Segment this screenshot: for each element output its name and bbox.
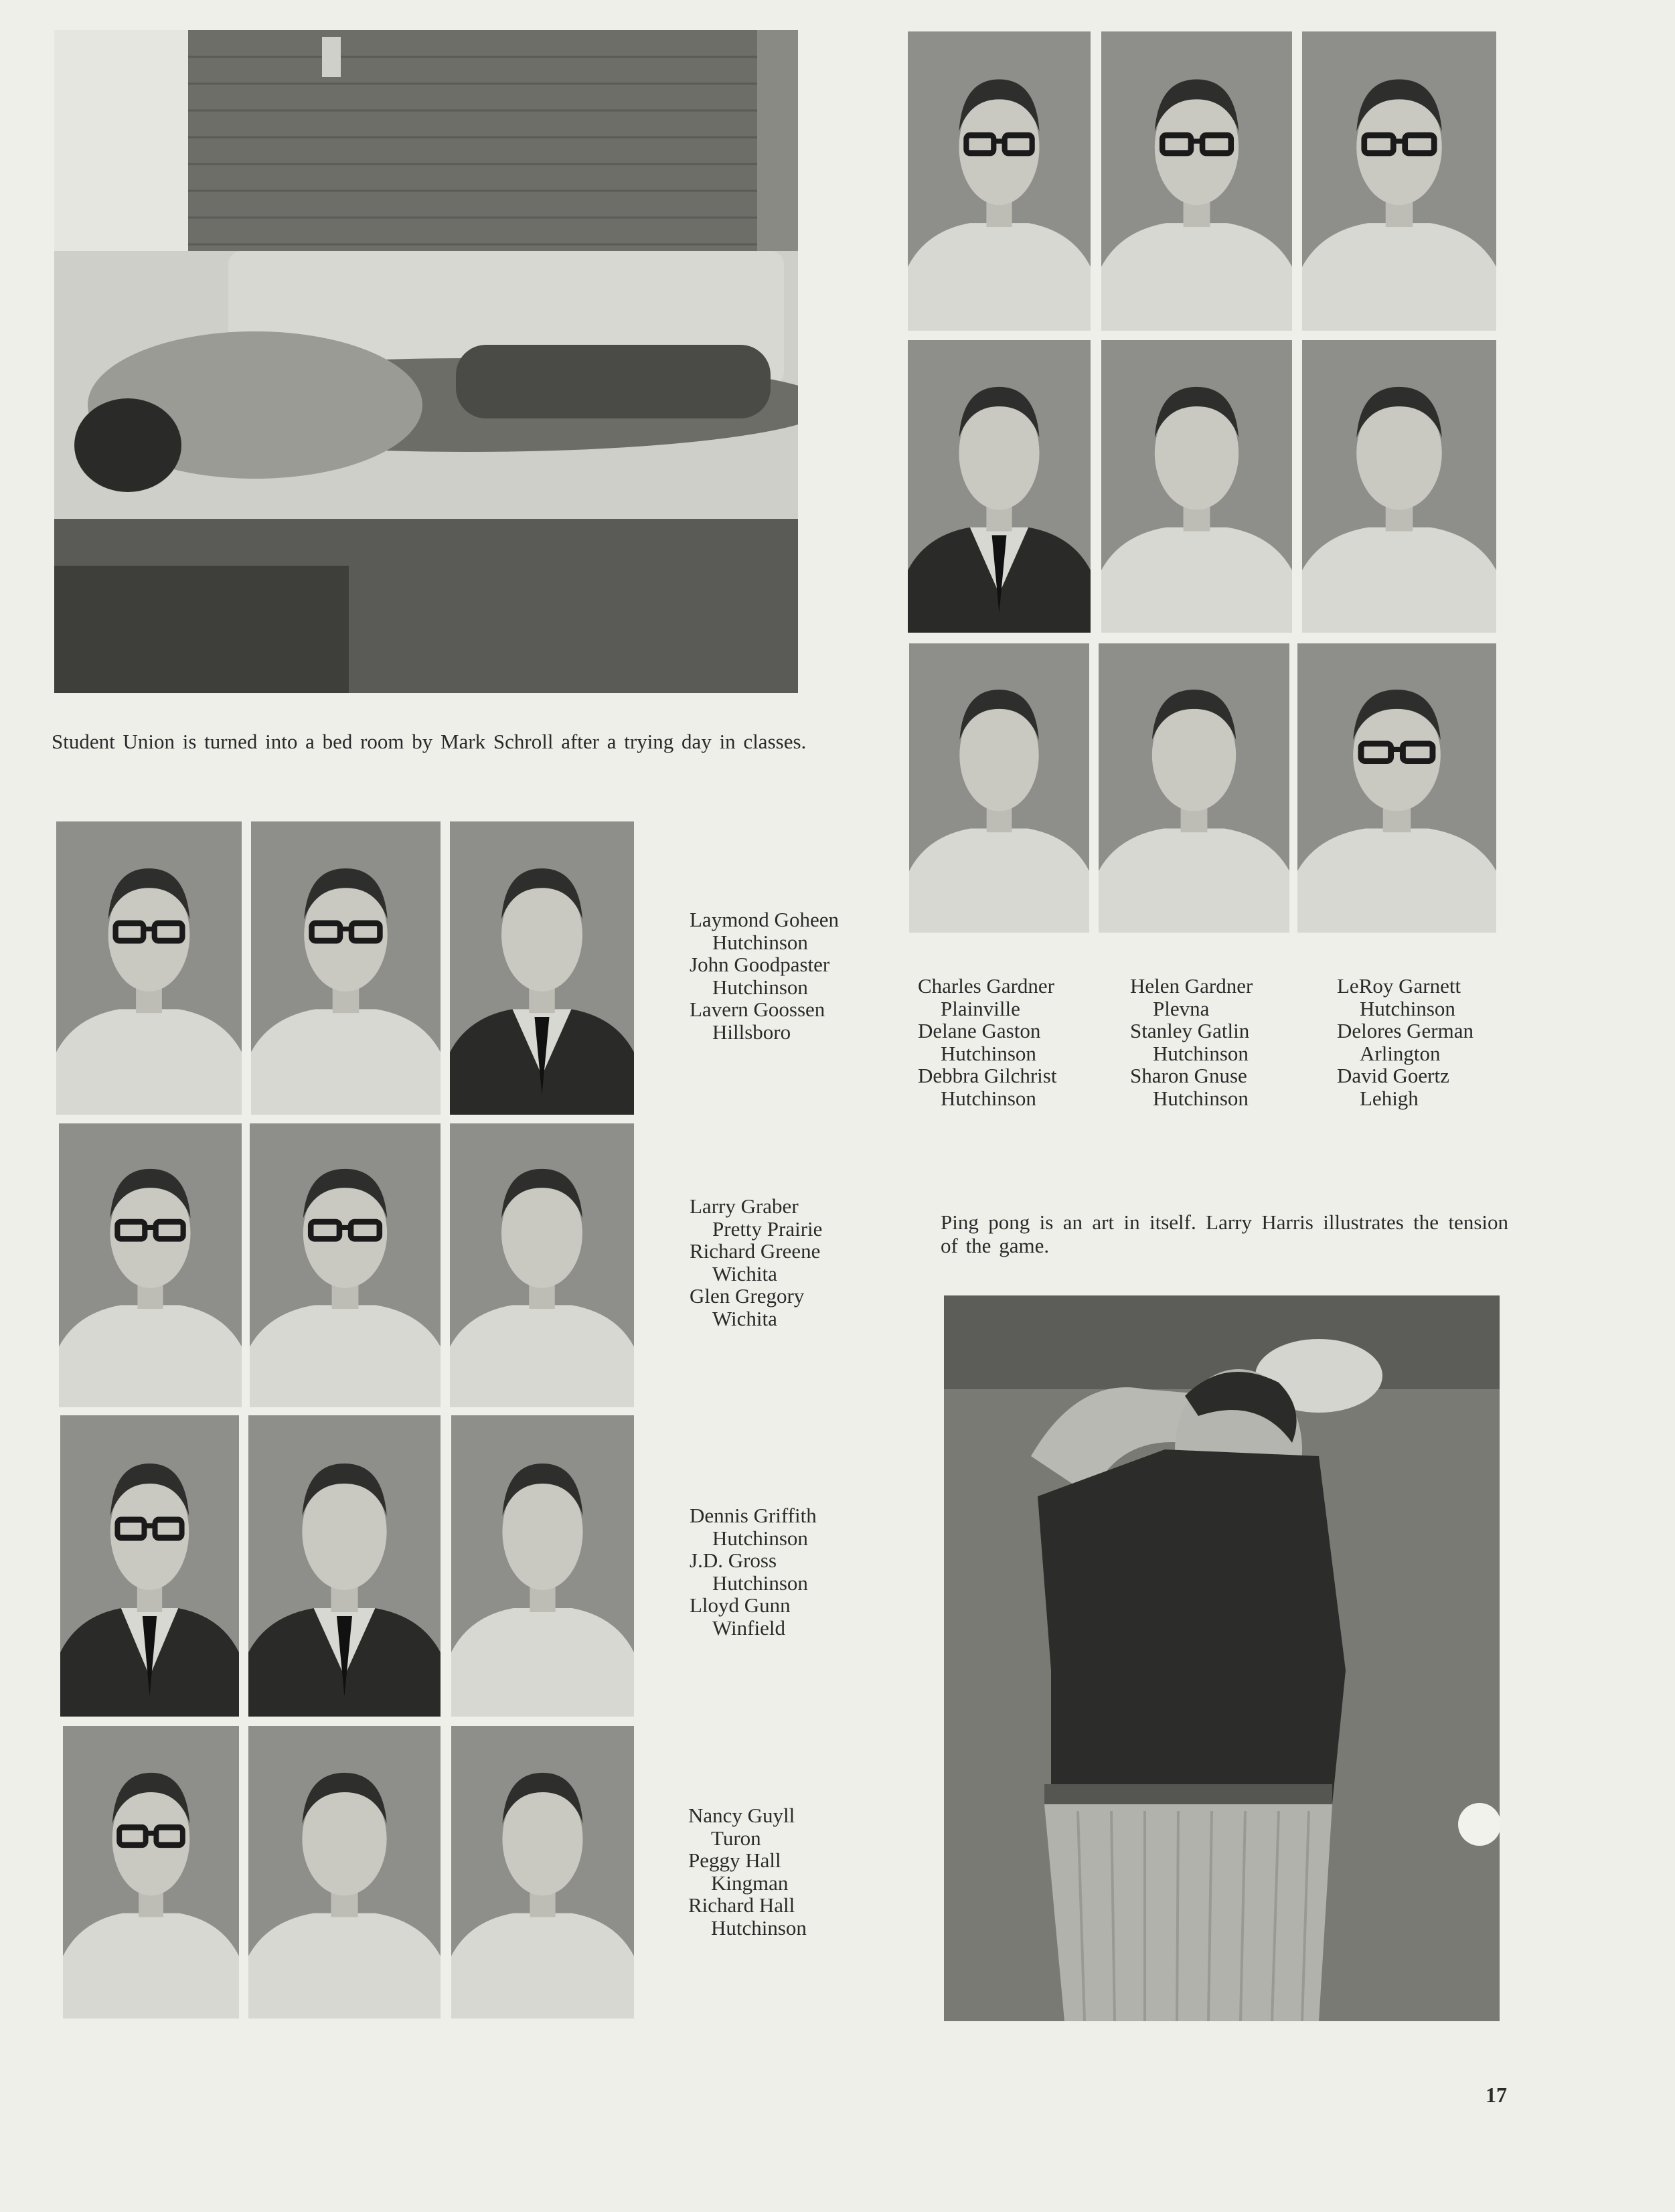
portrait-dennis-griffith — [60, 1415, 239, 1717]
town-debbra-gilchrist: Hutchinson — [941, 1086, 1036, 1110]
name-dennis-griffith: Dennis Griffith — [690, 1504, 817, 1527]
town-charles-gardner: Plainville — [941, 996, 1020, 1020]
town-david-goertz: Lehigh — [1360, 1086, 1419, 1110]
town-lavern-goossen: Hillsboro — [712, 1020, 791, 1044]
town-helen-gardner: Plevna — [1153, 996, 1210, 1020]
town-delores-german: Arlington — [1360, 1041, 1441, 1065]
portrait-lloyd-gunn — [451, 1415, 634, 1717]
town-richard-hall: Hutchinson — [711, 1915, 807, 1940]
name-richard-greene: Richard Greene — [690, 1239, 821, 1263]
name-leroy-garnett: LeRoy Garnett — [1337, 974, 1461, 998]
portrait-stanley-gatlin — [1101, 340, 1292, 633]
photo-ping-pong — [944, 1295, 1500, 2021]
name-helen-gardner: Helen Gardner — [1130, 974, 1253, 998]
ping-pong-illustration — [944, 1295, 1500, 2021]
portrait-leroy-garnett — [1302, 31, 1496, 331]
names-group-4 — [688, 1804, 807, 1939]
town-richard-greene: Wichita — [712, 1261, 777, 1285]
town-larry-graber: Pretty Prairie — [712, 1216, 823, 1241]
portrait-delane-gaston — [908, 340, 1091, 633]
portrait-larry-graber — [59, 1123, 242, 1407]
name-david-goertz: David Goertz — [1337, 1064, 1449, 1087]
name-sharon-gnuse: Sharon Gnuse — [1130, 1064, 1247, 1087]
names-column-1 — [918, 975, 1056, 1109]
name-delores-german: Delores German — [1337, 1019, 1473, 1042]
names-group-2 — [690, 1195, 822, 1330]
names-column-3 — [1337, 975, 1473, 1109]
town-john-goodpaster: Hutchinson — [712, 975, 808, 999]
portrait-nancy-guyll — [63, 1726, 239, 2019]
student-union-illustration — [54, 30, 798, 693]
names-group-1 — [690, 908, 839, 1043]
portrait-david-goertz — [1297, 643, 1496, 933]
name-laymond-goheen: Laymond Goheen — [690, 908, 839, 931]
town-glen-gregory: Wichita — [712, 1306, 777, 1330]
portrait-helen-gardner — [1101, 31, 1292, 331]
name-peggy-hall: Peggy Hall — [688, 1848, 781, 1872]
portrait-lavern-goossen — [450, 821, 634, 1115]
town-lloyd-gunn: Winfield — [712, 1615, 785, 1640]
name-glen-gregory: Glen Gregory — [690, 1284, 805, 1308]
portrait-charles-gardner — [908, 31, 1091, 331]
town-dennis-griffith: Hutchinson — [712, 1526, 808, 1550]
caption-student-union: Student Union is turned into a bed room by Mark Schroll after a trying day in classes. — [52, 730, 807, 753]
portrait-peggy-hall — [248, 1726, 441, 2019]
name-stanley-gatlin: Stanley Gatlin — [1130, 1019, 1250, 1042]
portrait-delores-german — [1302, 340, 1496, 633]
portrait-richard-hall — [451, 1726, 634, 2019]
portrait-jd-gross — [248, 1415, 441, 1717]
town-sharon-gnuse: Hutchinson — [1153, 1086, 1249, 1110]
portrait-sharon-gnuse — [1099, 643, 1289, 933]
town-nancy-guyll: Turon — [711, 1826, 761, 1850]
town-leroy-garnett: Hutchinson — [1360, 996, 1455, 1020]
town-stanley-gatlin: Hutchinson — [1153, 1041, 1249, 1065]
name-nancy-guyll: Nancy Guyll — [688, 1804, 795, 1827]
town-laymond-goheen: Hutchinson — [712, 930, 808, 954]
names-group-3 — [690, 1504, 817, 1639]
name-lavern-goossen: Lavern Goossen — [690, 998, 825, 1021]
name-jd-gross: J.D. Gross — [690, 1549, 777, 1572]
name-debbra-gilchrist: Debbra Gilchrist — [918, 1064, 1057, 1087]
photo-student-union — [54, 30, 798, 693]
town-peggy-hall: Kingman — [711, 1871, 789, 1895]
name-john-goodpaster: John Goodpaster — [690, 953, 830, 976]
page-number: 17 — [1486, 2083, 1507, 2107]
names-column-2 — [1130, 975, 1253, 1109]
caption-ping-pong: Ping pong is an art in itself. Larry Harris illustrates the tension of the game. — [941, 1210, 1508, 1257]
town-jd-gross: Hutchinson — [712, 1571, 808, 1595]
portrait-glen-gregory — [450, 1123, 634, 1407]
name-larry-graber: Larry Graber — [690, 1194, 799, 1218]
portrait-debbra-gilchrist — [909, 643, 1089, 933]
portrait-richard-greene — [250, 1123, 441, 1407]
town-delane-gaston: Hutchinson — [941, 1041, 1036, 1065]
name-charles-gardner: Charles Gardner — [918, 974, 1054, 998]
name-lloyd-gunn: Lloyd Gunn — [690, 1593, 791, 1617]
name-richard-hall: Richard Hall — [688, 1893, 795, 1917]
name-delane-gaston: Delane Gaston — [918, 1019, 1041, 1042]
portrait-john-goodpaster — [251, 821, 441, 1115]
portrait-laymond-goheen — [56, 821, 242, 1115]
